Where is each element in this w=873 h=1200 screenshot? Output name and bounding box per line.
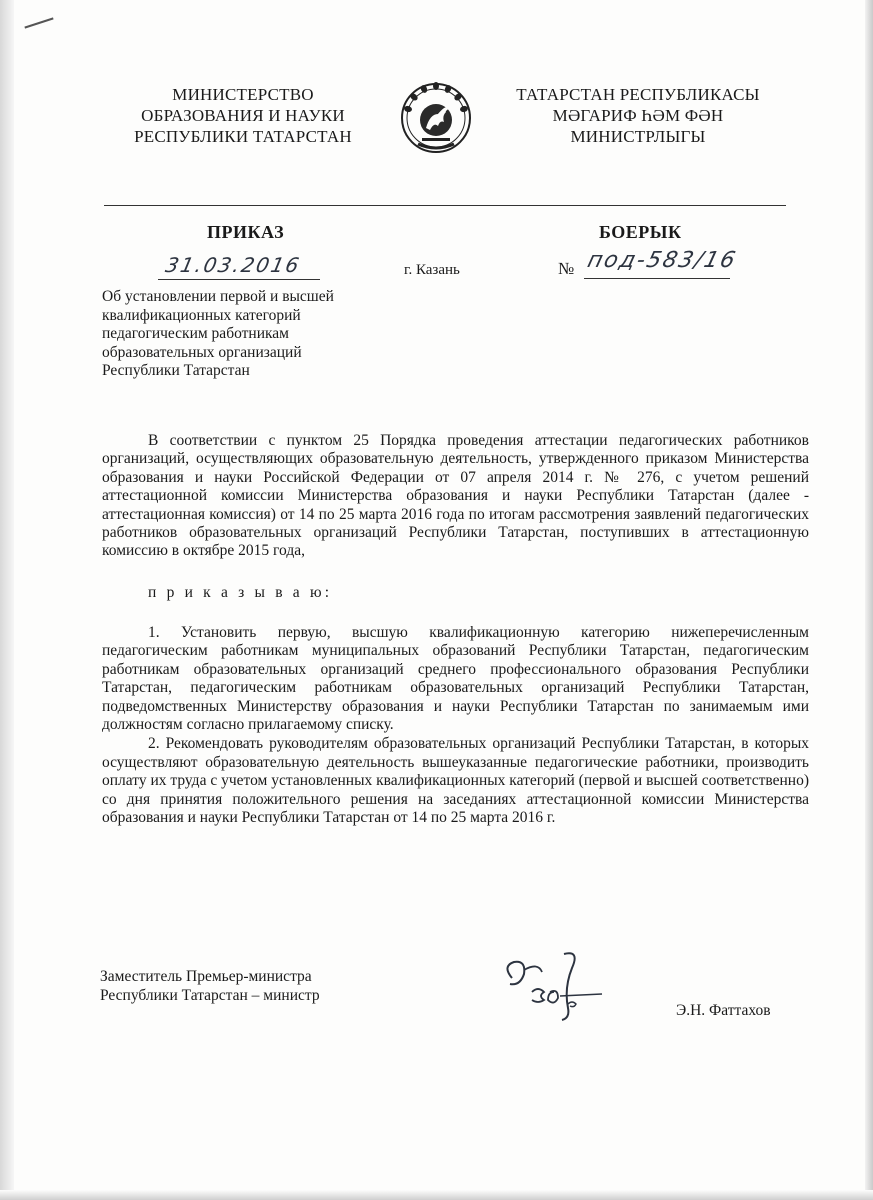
signatory-name: Э.Н. Фаттахов [676, 1002, 771, 1019]
scan-edge-left [0, 0, 14, 1200]
position-line: Заместитель Премьер-министра [100, 968, 312, 985]
header-line: МИНИСТЕРСТВО [172, 85, 314, 104]
preamble [102, 432, 809, 561]
header-line: ОБРАЗОВАНИЯ И НАУКИ [141, 106, 345, 125]
signature-icon [498, 948, 610, 1022]
subject-line: педагогическим работникам [102, 325, 289, 342]
preamble-paragraph: В соответствии с пунктом 25 Порядка проведения аттестации педагогических работников организаций, осуществляющих образовательную деятельность, утвержденного приказом Министерства образования и науки Российской Федерации от 07 апреля 2014 г. № 276, с учетом решений аттестационной комиссии Министерства образования и науки Республики Татарстан (далее - аттестационная комиссия) от 14 по 25 марта 2016 года по итогам рассмотрения заявлений педагогических работников образовательных организаций Республики Татарстан, поступивших в аттестационную комиссию в октябре 2015 года, [102, 432, 809, 560]
ministry-header-ru [108, 84, 378, 147]
header-line: МИНИСТРЛЫГЫ [570, 127, 706, 146]
order-city: г. Казань [404, 262, 460, 278]
header-line: ТАТАРСТАН РЕСПУБЛИКАСЫ [516, 85, 760, 104]
order-date: 31.03.2016 [163, 253, 304, 277]
subject-line: Республики Татарстан [102, 362, 250, 379]
header-line: РЕСПУБЛИКИ ТАТАРСТАН [134, 127, 352, 146]
position-line: Республики Татарстан – министр [100, 986, 320, 1004]
order-word: п р и к а з ы в а ю: [148, 584, 333, 601]
order-number: под-583/16 [584, 248, 740, 273]
scan-edge-right [865, 0, 873, 1200]
order-subject [102, 288, 402, 381]
pen-mark [24, 17, 53, 28]
scan-edge-bottom [0, 1190, 873, 1200]
order-item: 1. Установить первую, высшую квалификационную категорию нижеперечисленным педагогическим работникам муниципальных образований Республики Татарстан, педагогическим работникам образовательных организаций среднего профессионального образования Республики Татарстан, педагогическим работникам образовательных организаций Республики Татарстан, подведомственных Министерству образования и науки Республики Татарстан по занимаемым ими должностям согласно прилагаемому списку. [102, 624, 809, 734]
order-number-label: № [558, 259, 575, 278]
order-items [102, 624, 809, 827]
header-divider [104, 205, 786, 206]
tatarstan-emblem-icon [400, 78, 472, 158]
order-item: 2. Рекомендовать руководителям образовательных организаций Республики Татарстан, в которых осуществляют образовательную деятельность вышеуказанные педагогические работники, производить оплату их труда с учетом установленных квалификационных категорий (первой и высшей соответственно) со дня принятия положительного решения на заседаниях аттестационной комиссии Министерства образования и науки Республики Татарстан от 14 по 25 марта 2016 г. [102, 735, 809, 827]
header-line: МӘГАРИФ ҺӘМ ФӘН [552, 106, 724, 125]
doc-type-ru: ПРИКАЗ [207, 222, 285, 242]
order-number-field [584, 248, 740, 279]
signatory-position [100, 968, 320, 1005]
order-date-field [158, 255, 320, 280]
ministry-header-tt [498, 84, 778, 147]
subject-line: образовательных организаций [102, 343, 302, 361]
subject-line: квалификационных категорий [102, 306, 301, 324]
doc-type-tt: БОЕРЫК [599, 222, 682, 242]
subject-line: Об установлении первой и высшей [102, 288, 334, 305]
